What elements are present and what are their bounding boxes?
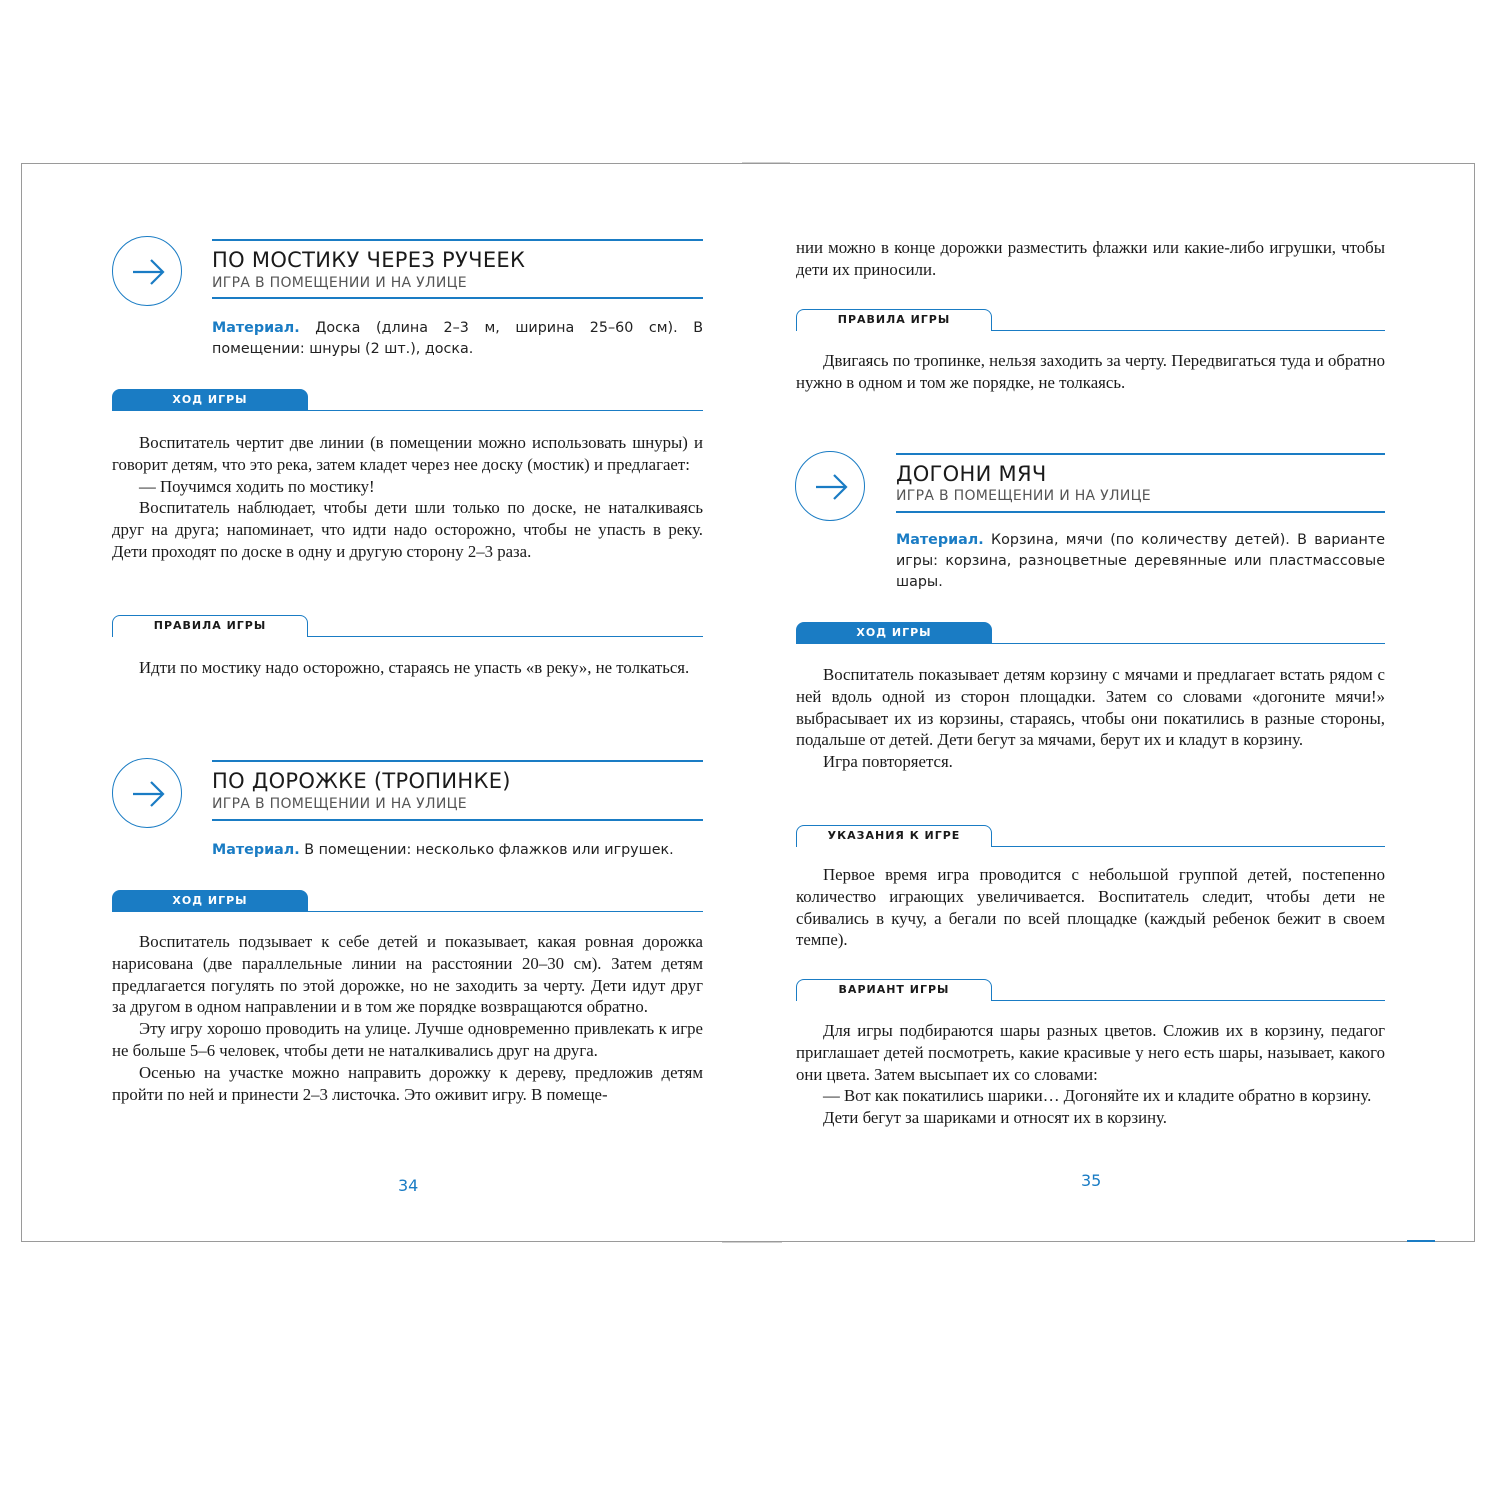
game3-title-rule-top [896,453,1385,455]
game1-progress-text [112,432,703,563]
game3-material-label: Материал. [896,532,984,548]
game3-material [896,530,1385,593]
section-label: УКАЗАНИЯ К ИГРЕ [796,825,992,847]
book-spread [21,163,1475,1242]
game2-marker [112,758,182,828]
game1-title-rule-bottom [212,297,703,299]
game2-progress-text [112,931,703,1105]
section-label: ВАРИАНТ ИГРЫ [796,979,992,1001]
game2-title-rule-bottom [212,819,703,821]
game1-section-rules [112,615,703,637]
game1-subtitle: ИГРА В ПОМЕЩЕНИИ И НА УЛИЦЕ [212,275,467,291]
game3-section-variant [796,979,1385,1001]
game1-material-label: Материал. [212,320,300,336]
left-page [22,164,749,1241]
paragraph: Воспитатель показывает детям корзину с мячами и предлагает встать рядом с ней вдоль одной из сторон площадки. Затем со словами «догоните мячи!» выбрасывает их из корзины, стараясь, чтобы они покатились в разные стороны, подальше от детей. Дети бегут за мячами, берут их и кладут в корзину. [796,665,1385,750]
paragraph: Игра повторяется. [823,752,953,772]
game1-material-text: Доска (длина 2–3 м, ширина 25–60 см). В помещении: шнуры (2 шт.), доска. [212,320,704,357]
game1-section-progress [112,389,703,411]
game1-rules-text [112,657,703,679]
arrow-right-icon [796,452,866,522]
paragraph: — Поучимся ходить по мостику! [139,476,375,496]
game3-title: ДОГОНИ МЯЧ [896,462,1047,486]
game2-section-progress [112,890,703,912]
paragraph: — Вот как покатились шарики… Догоняйте их и кладите обратно в корзину. [823,1086,1372,1106]
game3-section-progress [796,622,1385,644]
gutter-edge-top [742,162,790,163]
gutter-edge-bottom [722,1242,782,1243]
paragraph: Первое время игра проводится с небольшой группой детей, постепенно количество играющих увеличивается. Воспитатель следит, чтобы дети не сбивались в кучу, а бегали по всей площадке (каждый ребенок бежит в своем темпе). [796,865,1385,950]
arrow-right-icon [113,759,183,829]
right-page [749,164,1476,1241]
section-label: ХОД ИГРЫ [112,890,308,912]
game3-material-text: Корзина, мячи (по количеству детей). В варианте игры: корзина, разноцветные деревянные или пластмассовые шары. [896,532,1385,590]
continuation-text [796,237,1385,281]
rules-text [796,350,1385,394]
game2-title-rule-top [212,760,703,762]
game3-subtitle: ИГРА В ПОМЕЩЕНИИ И НА УЛИЦЕ [896,488,1151,504]
section-label: ХОД ИГРЫ [112,389,308,411]
game3-progress-text [796,664,1385,773]
paragraph: Дети бегут за шариками и относят их в корзину. [823,1108,1167,1128]
page-number: 35 [1081,1171,1102,1190]
game1-title-rule-top [212,239,703,241]
game2-material-label: Материал. [212,842,300,858]
game3-notes-text [796,864,1385,951]
game3-title-rule-bottom [896,511,1385,513]
game3-marker [795,451,865,521]
arrow-right-icon [113,237,183,307]
paragraph: Воспитатель подзывает к себе детей и показывает, какая ровная дорожка нарисована (две параллельные линии на расстоянии 20–30 см). Затем детям предлагается погулять по этой дорожке, но не заходить за черту. Дети идут друг за другом в одном направлении и в том же порядке возвращаются обратно. [112,932,703,1017]
corner-accent [1407,1240,1435,1242]
section-label: ХОД ИГРЫ [796,622,992,644]
game3-variant-text [796,1020,1385,1129]
paragraph: Идти по мостику надо осторожно, стараясь не упасть «в реку», не толкаться. [139,658,690,677]
paragraph: Для игры подбираются шары разных цветов. Сложив их в корзину, педагог приглашает детей посмотреть, какие красивые у него есть шары, называет, какого они цвета. Затем высыпает их со словами: [796,1021,1385,1084]
paragraph: Воспитатель наблюдает, чтобы дети шли только по доске, не наталкиваясь друг на друга; напоминает, что идти надо осторожно, чтобы не упасть в реку. Дети проходят по доске в одну и другую сторону 2–3 раза. [112,498,703,561]
game2-material [212,840,703,861]
rules-section [796,309,1385,331]
paragraph: Воспитатель чертит две линии (в помещении можно использовать шнуры) и говорит детям, что это река, затем кладет через нее доску (мостик) и предлагает: [112,433,703,474]
section-label: ПРАВИЛА ИГРЫ [112,615,308,637]
game1-material [212,318,703,360]
paragraph: Двигаясь по тропинке, нельзя заходить за черту. Передвигаться туда и обратно нужно в одном и том же порядке, не толкаясь. [796,351,1385,392]
game2-subtitle: ИГРА В ПОМЕЩЕНИИ И НА УЛИЦЕ [212,796,467,812]
game2-material-text: В помещении: несколько флажков или игрушек. [304,842,674,858]
game2-title: ПО ДОРОЖКЕ (ТРОПИНКЕ) [212,769,511,793]
page-number: 34 [398,1176,419,1195]
section-label: ПРАВИЛА ИГРЫ [796,309,992,331]
game1-title: ПО МОСТИКУ ЧЕРЕЗ РУЧЕЕК [212,248,526,272]
paragraph: Осенью на участке можно направить дорожку к дереву, предложив детям пройти по ней и принести 2–3 листочка. Это оживит игру. В помеще- [112,1062,703,1104]
game1-marker [112,236,182,306]
paragraph: Эту игру хорошо проводить на улице. Лучше одновременно привлекать к игре не больше 5–6 человек, чтобы дети не наталкивались друг на друга. [112,1019,703,1060]
game3-section-notes [796,825,1385,847]
paragraph: нии можно в конце дорожки разместить флажки или какие-либо игрушки, чтобы дети их приносили. [796,238,1385,279]
